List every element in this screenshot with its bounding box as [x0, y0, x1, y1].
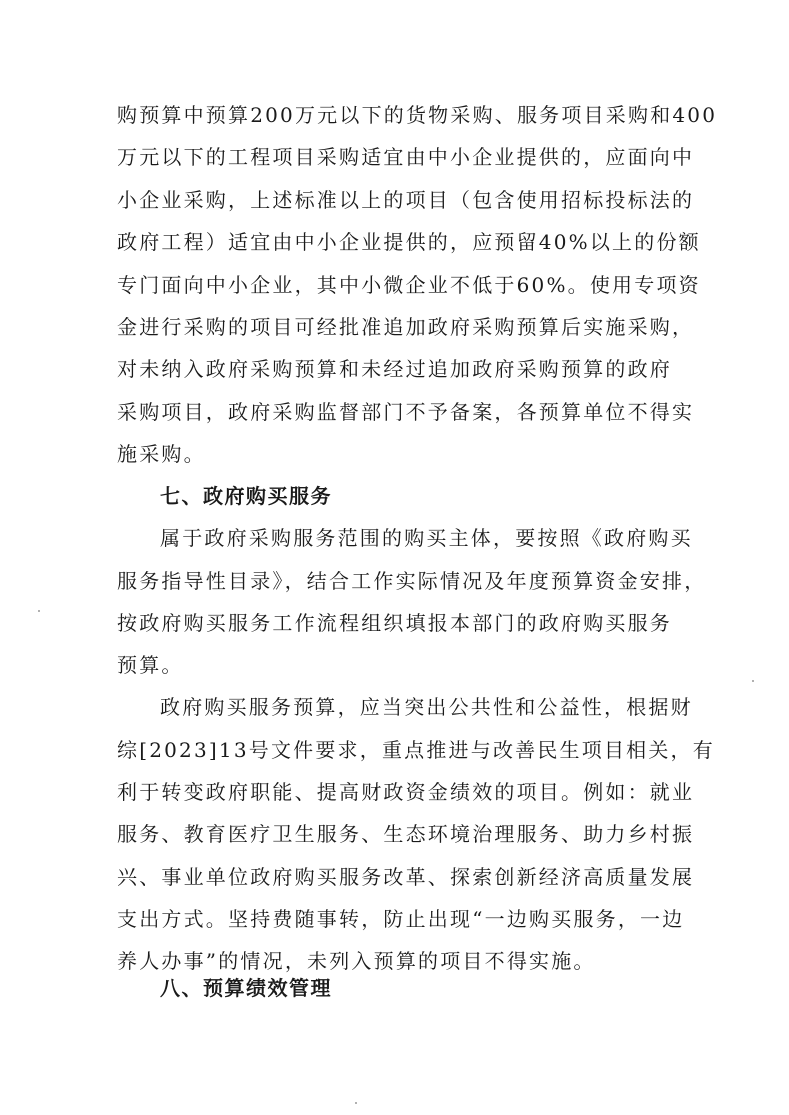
paragraph-2-line-1: 属于政府采购服务范围的购买主体，要按照《政府购买 — [160, 526, 693, 550]
paragraph-1-line-3: 小企业采购，上述标准以上的项目（包含使用招标投标法的 — [117, 188, 695, 212]
paragraph-2-line-2: 服务指导性目录》，结合工作实际情况及年度预算资金安排， — [117, 569, 707, 593]
scan-speck — [38, 610, 40, 612]
paragraph-3-line-6: 支出方式。坚持费随事转，防止出现“一边购买服务，一边 — [117, 907, 685, 931]
paragraph-1-line-2: 万元以下的工程项目采购适宜由中小企业提供的，应面向中 — [117, 145, 695, 169]
paragraph-3-line-7: 养人办事”的情况，未列入预算的项目不得实施。 — [117, 949, 596, 973]
section-8-heading: 八、预算绩效管理 — [160, 976, 332, 1000]
paragraph-1-line-1: 购预算中预算200万元以下的货物采购、服务项目采购和400 — [117, 103, 718, 127]
paragraph-3-line-4: 服务、教育医疗卫生服务、生态环境治理服务、助力乡村振 — [117, 822, 695, 846]
paragraph-1-line-9: 施采购。 — [117, 442, 206, 466]
paragraph-1-line-6: 金进行采购的项目可经批准追加政府采购预算后实施采购， — [117, 315, 695, 339]
paragraph-2-line-3: 按政府购买服务工作流程组织填报本部门的政府购买服务 — [117, 611, 672, 635]
paragraph-3-line-3: 利于转变政府职能、提高财政资金绩效的项目。例如：就业 — [117, 780, 695, 804]
paragraph-3-line-5: 兴、事业单位政府购买服务改革、探索创新经济高质量发展 — [117, 865, 695, 889]
paragraph-1-line-4: 政府工程）适宜由中小企业提供的，应预留40%以上的份额 — [117, 230, 701, 254]
paragraph-2-line-4: 预算。 — [117, 653, 184, 677]
paragraph-1-line-5: 专门面向中小企业，其中小微企业不低于60%。使用专项资 — [117, 273, 701, 297]
section-7-heading: 七、政府购买服务 — [160, 484, 332, 508]
paragraph-1-line-8: 采购项目，政府采购监督部门不予备案，各预算单位不得实 — [117, 400, 695, 424]
paragraph-3-line-1: 政府购买服务预算，应当突出公共性和公益性，根据财 — [160, 695, 693, 719]
scan-speck — [355, 1102, 357, 1104]
paragraph-3-line-2: 综[2023]13号文件要求，重点推进与改善民生项目相关，有 — [117, 738, 715, 762]
paragraph-1-line-7: 对未纳入政府采购预算和未经过追加政府采购预算的政府 — [117, 357, 672, 381]
scan-speck — [752, 680, 754, 682]
